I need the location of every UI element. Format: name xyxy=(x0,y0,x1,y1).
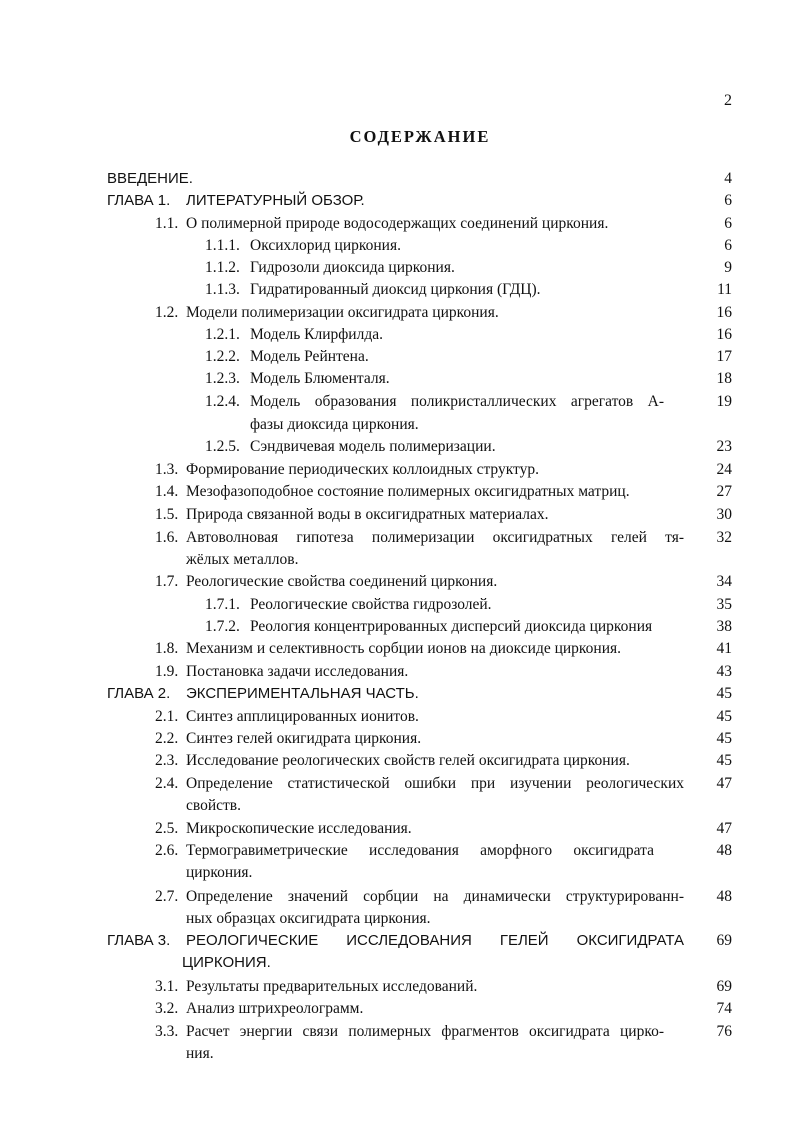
toc-entry-number: 2.6. xyxy=(155,842,179,859)
toc-entry-number: 1.8. xyxy=(155,640,179,657)
toc-entry-title: ЛИТЕРАТУРНЫЙ ОБЗОР. xyxy=(186,192,365,209)
toc-entry-title: Микроскопические исследования. xyxy=(186,820,412,837)
toc-entry-title: ных образцах оксигидрата циркония. xyxy=(186,910,431,927)
page-number: 2 xyxy=(724,92,732,109)
toc-entry-number: 3.3. xyxy=(155,1023,179,1040)
toc-entry-number: ГЛАВА 2. xyxy=(107,685,171,702)
toc-entry-number: 1.7.1. xyxy=(205,596,240,613)
toc-entry-title: Модель образования поликристаллических агрегатов А- xyxy=(250,393,664,410)
toc-entry-number: ГЛАВА 1. xyxy=(107,192,171,209)
toc-entry-title: Реологические свойства гидрозолей. xyxy=(250,596,492,613)
toc-entry-title: ЦИРКОНИЯ. xyxy=(182,954,271,971)
toc-entry-title: Постановка задачи исследования. xyxy=(186,663,409,680)
toc-entry-title: Модель Клирфилда. xyxy=(250,326,383,343)
toc-entry-page: 4 xyxy=(724,170,732,187)
toc-entry-page: 41 xyxy=(716,640,732,657)
toc-entry-number: 1.2.2. xyxy=(205,348,240,365)
toc-entry-title: Формирование периодических коллоидных структур. xyxy=(186,461,539,478)
toc-entry-title: ВВЕДЕНИЕ. xyxy=(107,170,193,187)
toc-entry-page: 76 xyxy=(716,1023,732,1040)
toc-entry-title: О полимерной природе водосодержащих соединений циркония. xyxy=(186,215,609,232)
toc-entry-page: 32 xyxy=(716,529,732,546)
toc-entry-title: Исследование реологических свойств гелей оксигидрата циркония. xyxy=(186,752,630,769)
toc-entry-number: 1.2. xyxy=(155,304,179,321)
toc-entry-title: Автоволновая гипотеза полимеризации оксигидратных гелей тя- xyxy=(186,529,684,546)
toc-entry-page: 24 xyxy=(716,461,732,478)
toc-entry-page: 9 xyxy=(724,259,732,276)
toc-entry-title: фазы диоксида циркония. xyxy=(250,416,419,433)
toc-entry-number: 1.5. xyxy=(155,506,179,523)
toc-entry-number: 2.1. xyxy=(155,708,179,725)
toc-entry-title: Реология концентрированных дисперсий диоксида циркония xyxy=(250,618,653,635)
toc-entry-title: Гидрозоли диоксида циркония. xyxy=(250,259,455,276)
toc-entry-number: 2.5. xyxy=(155,820,179,837)
toc-entry-page: 35 xyxy=(716,596,732,613)
toc-entry-number: 2.4. xyxy=(155,775,179,792)
toc-entry-title: Реологические свойства соединений циркония. xyxy=(186,573,498,590)
toc-entry-page: 48 xyxy=(716,842,732,859)
toc-entry-title: Термогравиметрические исследования аморфного оксигидрата xyxy=(186,842,654,859)
toc-entry-page: 11 xyxy=(717,281,732,298)
toc-entry-title: Определение статистической ошибки при изучении реологических xyxy=(186,775,684,792)
toc-entry-page: 45 xyxy=(716,708,732,725)
toc-entry-number: 2.3. xyxy=(155,752,179,769)
toc-entry-title: ния. xyxy=(186,1045,214,1062)
toc-entry-page: 48 xyxy=(716,888,732,905)
toc-entry-number: 1.1. xyxy=(155,215,179,232)
toc-entry-title: Результаты предварительных исследований. xyxy=(186,978,478,995)
toc-entry-title: свойств. xyxy=(186,797,241,814)
toc-entry-title: ЭКСПЕРИМЕНТАЛЬНАЯ ЧАСТЬ. xyxy=(186,685,419,702)
toc-entry-page: 6 xyxy=(724,192,732,209)
toc-entry-number: 1.1.1. xyxy=(205,237,240,254)
toc-entry-page: 30 xyxy=(716,506,732,523)
toc-entry-number: 1.1.3. xyxy=(205,281,240,298)
toc-entry-number: 3.1. xyxy=(155,978,179,995)
toc-entry-page: 47 xyxy=(716,775,732,792)
toc-entry-page: 6 xyxy=(724,237,732,254)
toc-entry-title: РЕОЛОГИЧЕСКИЕ ИССЛЕДОВАНИЯ ГЕЛЕЙ ОКСИГИДРАТА xyxy=(186,932,684,949)
toc-entry-title: Синтез апплицированных ионитов. xyxy=(186,708,419,725)
toc-entry-title: Расчет энергии связи полимерных фрагментов оксигидрата цирко- xyxy=(186,1023,664,1040)
toc-entry-title: жёлых металлов. xyxy=(186,551,299,568)
toc-entry-number: 1.7. xyxy=(155,573,179,590)
toc-entry-number: 1.2.1. xyxy=(205,326,240,343)
toc-entry-page: 17 xyxy=(716,348,732,365)
toc-entry-page: 18 xyxy=(716,370,732,387)
toc-entry-page: 45 xyxy=(716,752,732,769)
toc-entry-page: 47 xyxy=(716,820,732,837)
toc-entry-title: Сэндвичевая модель полимеризации. xyxy=(250,438,496,455)
toc-entry-number: 1.2.5. xyxy=(205,438,240,455)
toc-entry-title: Модель Блюменталя. xyxy=(250,370,390,387)
toc-entry-page: 19 xyxy=(716,393,732,410)
toc-entry-number: 1.3. xyxy=(155,461,179,478)
toc-entry-number: 1.6. xyxy=(155,529,179,546)
toc-entry-title: Оксихлорид циркония. xyxy=(250,237,401,254)
toc-entry-page: 69 xyxy=(716,932,732,949)
toc-entry-page: 45 xyxy=(716,685,732,702)
toc-entry-page: 23 xyxy=(716,438,732,455)
toc-entry-title: Модели полимеризации оксигидрата циркония. xyxy=(186,304,499,321)
toc-entry-page: 38 xyxy=(716,618,732,635)
toc-entry-page: 45 xyxy=(716,730,732,747)
page-title: СОДЕРЖАНИЕ xyxy=(349,127,491,146)
toc-entry-title: Природа связанной воды в оксигидратных материалах. xyxy=(186,506,549,523)
toc-entry-title: Модель Рейнтена. xyxy=(250,348,369,365)
toc-entry-title: Синтез гелей окигидрата циркония. xyxy=(186,730,422,747)
toc-entry-title: циркония. xyxy=(186,864,253,881)
toc-entry-number: 3.2. xyxy=(155,1000,179,1017)
toc-entry-number: 1.4. xyxy=(155,483,179,500)
toc-entry-number: ГЛАВА 3. xyxy=(107,932,171,949)
toc-entry-page: 43 xyxy=(716,663,732,680)
toc-entry-number: 2.7. xyxy=(155,888,179,905)
toc-entry-title: Анализ штрихреологрaмм. xyxy=(186,1000,364,1017)
toc-entry-page: 16 xyxy=(716,326,732,343)
toc-entry-number: 1.9. xyxy=(155,663,179,680)
toc-entry-title: Гидратированный диоксид циркония (ГДЦ). xyxy=(250,281,541,298)
toc-entry-title: Механизм и селективность сорбции ионов на диоксиде циркония. xyxy=(186,640,622,657)
toc-entry-page: 16 xyxy=(716,304,732,321)
toc-entry-number: 1.1.2. xyxy=(205,259,240,276)
toc-entry-page: 27 xyxy=(716,483,732,500)
toc-entry-page: 69 xyxy=(716,978,732,995)
toc-entry-title: Определение значений сорбции на динамически структурированн- xyxy=(186,888,684,905)
toc-entry-page: 34 xyxy=(716,573,732,590)
toc-entry-page: 74 xyxy=(716,1000,732,1017)
toc-entry-page: 6 xyxy=(724,215,732,232)
toc-entry-number: 1.2.3. xyxy=(205,370,240,387)
toc-entry-number: 1.7.2. xyxy=(205,618,240,635)
toc-entry-number: 2.2. xyxy=(155,730,179,747)
toc-entry-number: 1.2.4. xyxy=(205,393,240,410)
toc-entry-title: Мезофазоподобное состояние полимерных оксигидратных матриц. xyxy=(186,483,630,500)
